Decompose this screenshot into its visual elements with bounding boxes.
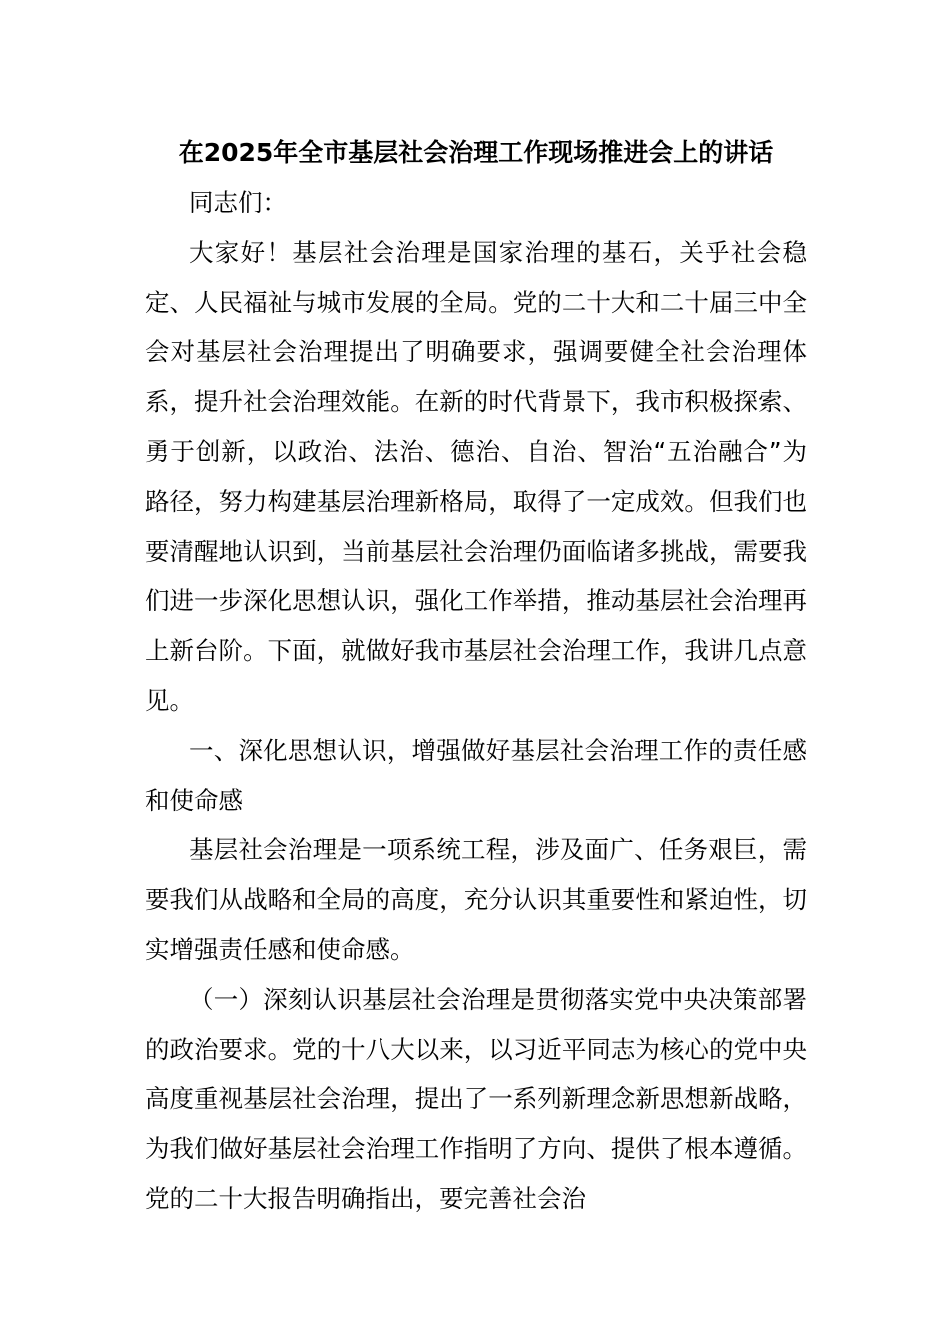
- greeting-paragraph: 同志们：: [189, 188, 287, 217]
- intro-paragraph: 大家好！基层社会治理是国家治理的基石，关乎社会稳定、人民福祉与城市发展的全局。党的二十大和二十届三中全会对基层社会治理提出了明确要求，强调要健全社会治理体系，提升社会治理效能。在新的时代背景下，我市积极探索、勇于创新，以政治、法治、德治、自治、智治“五治融合”为路径，努力构建基层治理新格局，取得了一定成效。但我们也要清醒地认识到，当前基层社会治理仍面临诸多挑战，需要我们进一步深化思想认识，强化工作举措，推动基层社会治理再上新台阶。下面，就做好我市基层社会治理工作，我讲几点意见。: [145, 237, 807, 715]
- section-heading-1: 一、深化思想认识，增强做好基层社会治理工作的责任感和使命感: [145, 735, 807, 815]
- subsection-1-paragraph: （一）深刻认识基层社会治理是贯彻落实党中央决策部署的政治要求。党的十八大以来，以习近平同志为核心的党中央高度重视基层社会治理，提出了一系列新理念新思想新战略，为我们做好基层社会治理工作指明了方向、提供了根本遵循。党的二十大报告明确指出，要完善社会治: [145, 984, 807, 1213]
- document-page: [145, 128, 807, 1224]
- document-title: 在2025年全市基层社会治理工作现场推进会上的讲话: [178, 138, 774, 167]
- section-1-paragraph: 基层社会治理是一项系统工程，涉及面广、任务艰巨，需要我们从战略和全局的高度，充分认识其重要性和紧迫性，切实增强责任感和使命感。: [145, 835, 807, 964]
